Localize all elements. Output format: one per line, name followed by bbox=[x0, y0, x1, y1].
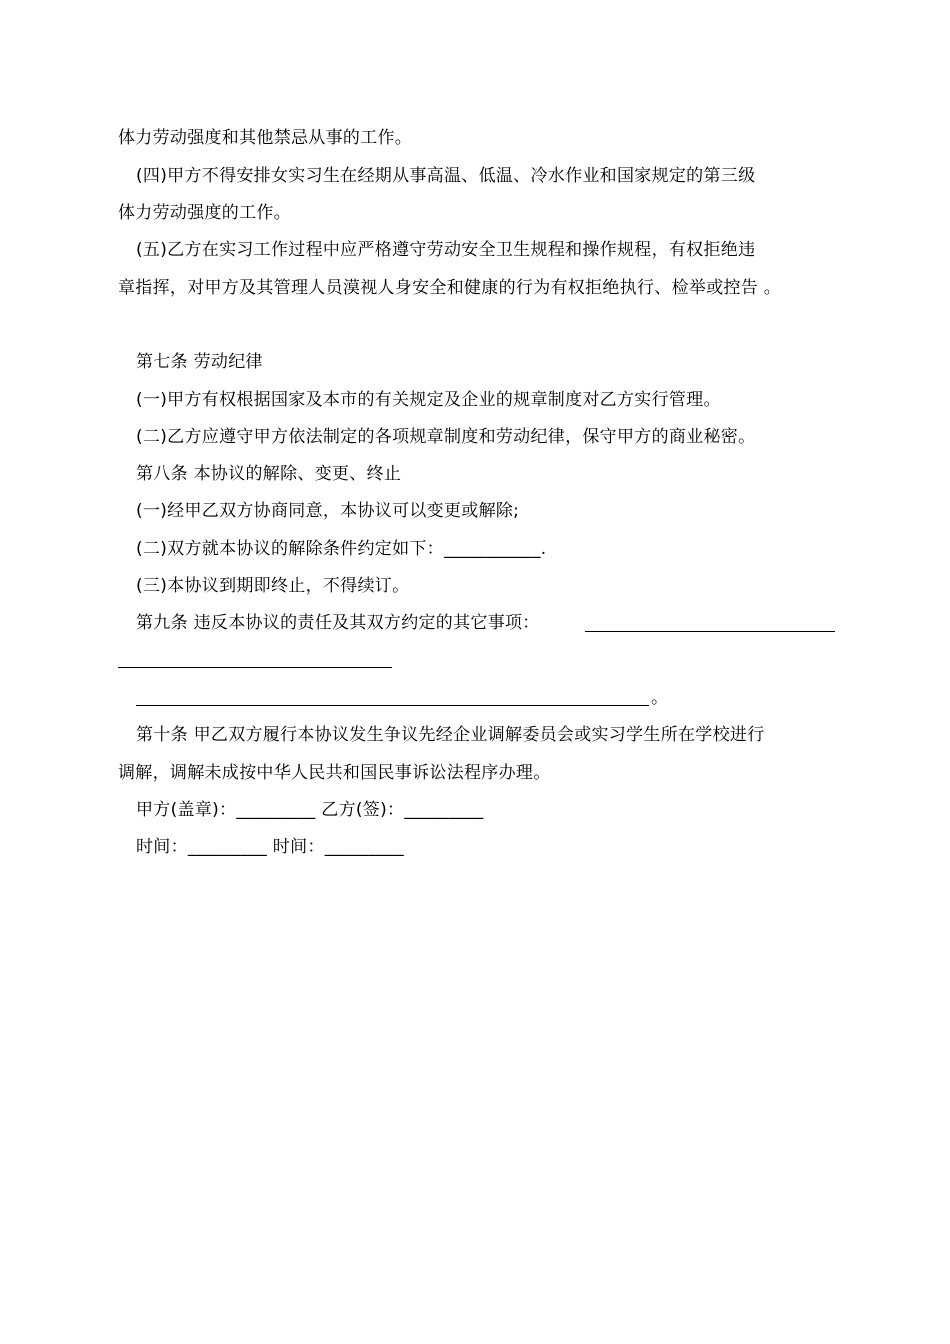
clause-5-line: (五)乙方在实习工作过程中应严格遵守劳动安全卫生规程和操作规程，有权拒绝违 bbox=[136, 240, 756, 260]
article-8-clause-1: (一)经甲乙双方协商同意，本协议可以变更或解除; bbox=[136, 501, 520, 521]
article-9-heading: 第九条 违反本协议的责任及其双方约定的其它事项： bbox=[136, 613, 540, 633]
article-9-blank-line-3 bbox=[136, 705, 649, 706]
article-9-blank-line-1 bbox=[585, 631, 835, 632]
paragraph-line: 体力劳动强度的工作。 bbox=[118, 203, 291, 223]
article-9-blank-line-2 bbox=[118, 667, 392, 668]
article-10-line-2: 调解，调解未成按中华人民共和国民事诉讼法程序办理。 bbox=[118, 763, 551, 783]
article-7-heading: 第七条 劳动纪律 bbox=[136, 352, 263, 372]
article-7-clause-1: (一)甲方有权根据国家及本市的有关规定及企业的规章制度对乙方实行管理。 bbox=[136, 390, 721, 410]
article-8-heading: 第八条 本协议的解除、变更、终止 bbox=[136, 464, 402, 484]
article-8-clause-2: (二)双方就本协议的解除条件约定如下：___________. bbox=[136, 539, 547, 559]
clause-4-line: (四)甲方不得安排女实习生在经期从事高温、低温、冷水作业和国家规定的第三级 bbox=[136, 166, 756, 186]
paragraph-line: 章指挥，对甲方及其管理人员漠视人身安全和健康的行为有权拒绝执行、检举或控告 。 bbox=[118, 278, 782, 298]
article-8-clause-3: (三)本协议到期即终止，不得续订。 bbox=[136, 576, 410, 596]
article-9-end-mark: 。 bbox=[651, 688, 669, 708]
date-line: 时间：_________ 时间：_________ bbox=[136, 837, 404, 857]
article-10-line-1: 第十条 甲乙双方履行本协议发生争议先经企业调解委员会或实习学生所在学校进行 bbox=[136, 725, 765, 745]
paragraph-line: 体力劳动强度和其他禁忌从事的工作。 bbox=[118, 128, 413, 148]
signature-line: 甲方(盖章)：_________ 乙方(签)：_________ bbox=[136, 800, 484, 820]
article-7-clause-2: (二)乙方应遵守甲方依法制定的各项规章制度和劳动纪律，保守甲方的商业秘密。 bbox=[136, 427, 756, 447]
